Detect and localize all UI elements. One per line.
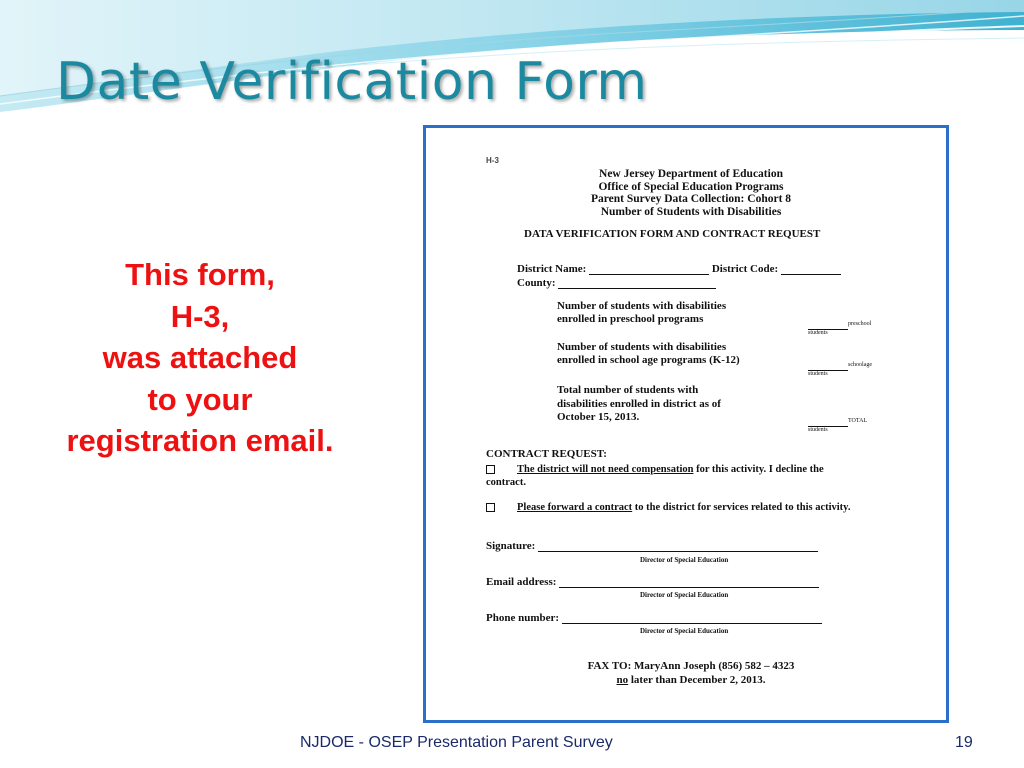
signature-label: Signature:: [486, 540, 536, 552]
verification-form-document: [426, 128, 946, 720]
phone-row: [486, 612, 822, 624]
option-decline-contract: [486, 463, 824, 489]
row-text: Total number of students with: [557, 384, 699, 396]
fax-instructions: [426, 660, 956, 687]
body-line: was attached: [102, 340, 298, 375]
header-line: Office of Special Education Programs: [598, 180, 784, 193]
deadline-text: later than December 2, 2013.: [628, 673, 766, 686]
row-text: enrolled in preschool programs: [557, 313, 704, 325]
deadline-no: no: [616, 673, 629, 686]
director-caption: Director of Special Education: [640, 627, 729, 635]
contract-request-label: CONTRACT REQUEST:: [486, 448, 607, 460]
body-line: This form,: [125, 257, 275, 292]
district-code-label: District Code:: [711, 263, 779, 275]
option-underlined-text: The district will not need compensation: [517, 464, 694, 475]
county-row: [517, 277, 716, 289]
header-line: New Jersey Department of Education: [599, 168, 783, 180]
preschool-count-field: [808, 312, 871, 336]
row-text: Number of students with disabilities: [557, 341, 727, 353]
row-sub: students: [808, 371, 828, 377]
email-label: Email address:: [486, 576, 557, 588]
email-blank[interactable]: [559, 587, 819, 588]
row-text: disabilities enrolled in district as of: [557, 397, 721, 410]
total-count-field: [808, 409, 867, 433]
fax-line: FAX TO: MaryAnn Joseph (856) 582 – 4323: [587, 660, 795, 672]
header-line: Parent Survey Data Collection: Cohort 8: [590, 193, 792, 205]
forward-contract-checkbox[interactable]: [486, 503, 495, 512]
decline-checkbox[interactable]: [486, 465, 495, 474]
row-sub: students: [808, 330, 828, 336]
county-blank[interactable]: [558, 288, 716, 289]
phone-blank[interactable]: [562, 623, 822, 624]
form-code: H-3: [486, 156, 499, 165]
slide-number: 19: [955, 734, 973, 751]
district-name-row: [517, 263, 841, 275]
row-text: enrolled in school age programs (K-12): [557, 354, 740, 366]
row-sub: students: [808, 427, 828, 433]
slide-body-text: [30, 254, 370, 462]
phone-label: Phone number:: [486, 612, 560, 624]
option-underlined-text: Please forward a contract: [517, 502, 633, 513]
row-text: October 15, 2013.: [557, 411, 640, 423]
district-name-label: District Name:: [517, 263, 587, 275]
row-suffix: TOTAL: [848, 418, 868, 424]
form-title: DATA VERIFICATION FORM AND CONTRACT REQUEST: [524, 228, 821, 240]
email-row: [486, 576, 819, 588]
form-image-frame: [423, 125, 949, 723]
county-label: County:: [517, 277, 556, 289]
signature-row: [486, 540, 818, 552]
district-name-blank[interactable]: [589, 274, 709, 275]
slide-footer: NJDOE - OSEP Presentation Parent Survey: [300, 734, 613, 751]
schoolage-count-label: [557, 341, 740, 367]
option-text: to the district for services related to this activity.: [632, 502, 851, 513]
district-code-blank[interactable]: [781, 274, 841, 275]
slide-title: Date Verification Form: [56, 52, 648, 112]
director-caption: Director of Special Education: [640, 591, 729, 599]
body-line: registration email.: [66, 423, 334, 458]
body-line: to your: [147, 381, 253, 417]
body-line: H-3,: [170, 298, 230, 334]
schoolage-count-field: [808, 353, 872, 377]
row-suffix: preschool: [848, 321, 872, 327]
header-line: Number of Students with Disabilities: [600, 205, 782, 218]
director-caption: Director of Special Education: [640, 556, 729, 564]
option-text: for this activity. I decline the: [693, 464, 824, 475]
row-suffix: schoolage: [848, 362, 872, 368]
total-count-label: [557, 384, 721, 425]
preschool-count-label: [557, 300, 726, 326]
form-header: [426, 168, 956, 218]
option-text: contract.: [486, 477, 526, 488]
signature-blank[interactable]: [538, 551, 818, 552]
option-forward-contract: [486, 502, 850, 513]
row-text: Number of students with disabilities: [557, 300, 727, 312]
